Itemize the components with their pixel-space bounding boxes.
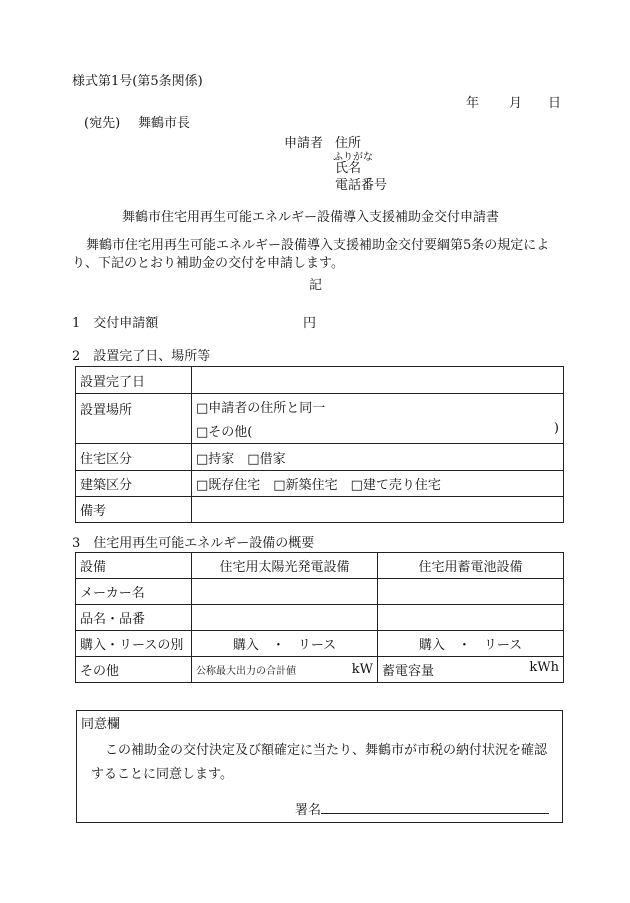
date-year: 年 <box>466 96 480 111</box>
table-row <box>76 631 564 657</box>
table-row <box>76 579 564 605</box>
product-label: 品名・品番 <box>76 605 192 631</box>
consent-line1: この補助金の交付決定及び額確定に当たり、舞鶴市が市税の納付状況を確認 <box>105 743 548 758</box>
building-type-label: 建築区分 <box>76 471 192 497</box>
document-title: 舞鶴市住宅用再生可能エネルギー設備導入支援補助金交付申請書 <box>122 210 500 225</box>
purchase-label: 購入・リースの別 <box>76 631 192 657</box>
section1-unit: 円 <box>303 316 317 331</box>
consent-box <box>76 710 563 823</box>
date-month: 月 <box>509 96 523 111</box>
applicant-label: 申請者 <box>284 136 324 151</box>
table-row <box>76 367 564 394</box>
consent-title: 同意欄 <box>81 717 121 732</box>
solar-header: 住宅用太陽光発電設備 <box>192 553 378 579</box>
battery-product-field[interactable] <box>378 605 564 631</box>
section3-label: 3 住宅用再生可能エネルギー設備の概要 <box>72 536 315 551</box>
applicant-name: 氏名 <box>335 161 362 176</box>
table-row <box>76 497 564 523</box>
battery-header: 住宅用蓄電池設備 <box>378 553 564 579</box>
body-line1: 舞鶴市住宅用再生可能エネルギー設備導入支援補助金交付要綱第5条の規定によ <box>86 238 550 253</box>
completion-date-label: 設置完了日 <box>76 367 192 394</box>
location-other-close: ) <box>553 421 559 437</box>
battery-capacity-cell[interactable] <box>378 657 564 683</box>
maker-label: メーカー名 <box>76 579 192 605</box>
battery-capacity-unit: kWh <box>529 660 559 675</box>
addressee-name: 舞鶴市長 <box>138 116 191 131</box>
battery-purchase-options[interactable]: 購入 ・ リース <box>378 631 564 657</box>
location-option-same[interactable]: □申請者の住所と同一 <box>192 394 564 419</box>
battery-maker-field[interactable] <box>378 579 564 605</box>
housing-type-label: 住宅区分 <box>76 444 192 471</box>
other-label: その他 <box>76 657 192 683</box>
solar-product-field[interactable] <box>192 605 378 631</box>
installation-table <box>75 366 564 523</box>
date-day: 日 <box>548 96 562 111</box>
form-number: 様式第1号(第5条関係) <box>72 74 203 89</box>
solar-maker-field[interactable] <box>192 579 378 605</box>
body-line2: り、下記のとおり補助金の交付を申請します。 <box>72 256 344 271</box>
remarks-field[interactable] <box>192 497 564 523</box>
signature-field[interactable] <box>321 799 549 814</box>
solar-output-label: 公称最大出力の合計値 <box>196 666 296 677</box>
ki-mark: 記 <box>309 278 323 293</box>
equipment-header: 設備 <box>76 553 192 579</box>
addressee-prefix: (宛先) <box>84 116 121 131</box>
applicant-phone: 電話番号 <box>335 178 388 193</box>
housing-type-options[interactable]: □持家 □借家 <box>192 444 564 471</box>
table-row <box>76 553 564 579</box>
equipment-table <box>75 552 564 683</box>
section2-label: 2 設置完了日、場所等 <box>72 349 211 364</box>
table-row <box>76 444 564 471</box>
table-row <box>76 394 564 419</box>
building-type-options[interactable]: □既存住宅 □新築住宅 □建て売り住宅 <box>192 471 564 497</box>
battery-capacity-label: 蓄電容量 <box>382 664 435 679</box>
solar-output-unit: kW <box>351 662 373 677</box>
remarks-label: 備考 <box>76 497 192 523</box>
consent-line2: することに同意します。 <box>91 767 233 782</box>
signature-label: 署名 <box>295 803 322 818</box>
location-label: 設置場所 <box>76 394 192 444</box>
location-other-open: □その他( <box>196 425 253 441</box>
applicant-address: 住所 <box>335 136 362 151</box>
signature-row <box>295 799 549 819</box>
solar-purchase-options[interactable]: 購入 ・ リース <box>192 631 378 657</box>
table-row <box>76 657 564 683</box>
table-row <box>76 471 564 497</box>
location-option-other[interactable] <box>192 419 564 444</box>
solar-output-cell[interactable] <box>192 657 378 683</box>
table-row <box>76 605 564 631</box>
completion-date-field[interactable] <box>192 367 564 394</box>
applicant-furigana: ふりがな <box>333 152 373 163</box>
section1-label: 1 交付申請額 <box>72 316 159 331</box>
